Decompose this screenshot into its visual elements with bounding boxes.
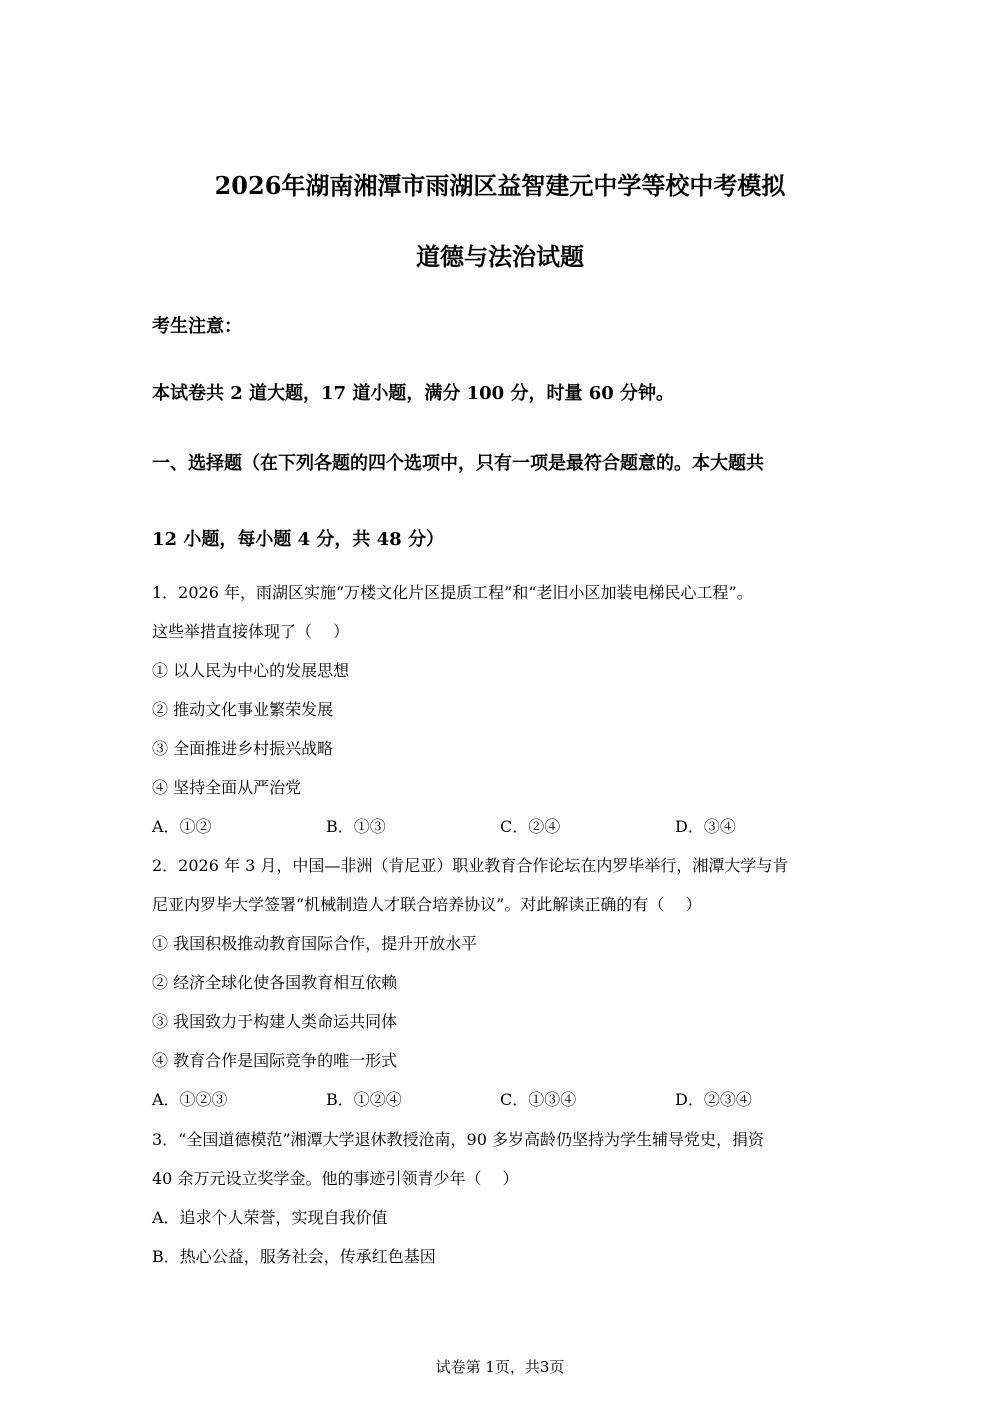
question-2-choices [152, 1088, 852, 1112]
question-2-statement: ③ 我国致力于构建人类命运共同体 [152, 1012, 398, 1031]
choice-d: D．②③④ [675, 1090, 752, 1109]
question-3-option-a: A．追求个人荣誉，实现自我价值 [152, 1208, 388, 1227]
choice-a: A．①②③ [152, 1090, 228, 1109]
choice-b: B．①③ [326, 817, 386, 836]
question-1-statement: ② 推动文化事业繁荣发展 [152, 700, 334, 719]
notice-text: 本试卷共 2 道大题，17 道小题，满分 100 分，时量 60 分钟。 [152, 383, 675, 404]
question-3-stem-line1: 3．“全国道德模范”湘潭大学退休教授沧南，90 多岁高龄仍坚持为学生辅导党史，捐资 [152, 1130, 764, 1149]
choice-d: D．③④ [675, 817, 736, 836]
section-heading-line1: 一、选择题（在下列各题的四个选项中，只有一项是最符合题意的。本大题共 [152, 453, 764, 474]
question-3-stem-line2: 40 余万元设立奖学金。他的事迹引领青少年（ ） [152, 1169, 519, 1188]
page-footer: 试卷第 1页，共3页 [435, 1358, 565, 1376]
question-2-stem-line1: 2．2026 年 3 月，中国—非洲（肯尼亚）职业教育合作论坛在内罗毕举行，湘潭大学与肯 [152, 856, 789, 875]
section-heading-line2: 12 小题，每小题 4 分，共 48 分） [152, 529, 444, 550]
exam-subject-title: 道德与法治试题 [416, 242, 584, 271]
exam-title: 2026年湖南湘潭市雨湖区益智建元中学等校中考模拟 [214, 171, 786, 200]
question-2-statement: ① 我国积极推动教育国际合作，提升开放水平 [152, 934, 478, 953]
question-1-choices [152, 815, 852, 839]
question-2-statement: ② 经济全球化使各国教育相互依赖 [152, 973, 398, 992]
question-1-statement: ① 以人民为中心的发展思想 [152, 661, 350, 680]
question-2-stem-line2: 尼亚内罗毕大学签署“机械制造人才联合培养协议”。对此解读正确的有（ ） [152, 895, 702, 914]
question-2-statement: ④ 教育合作是国际竞争的唯一形式 [152, 1051, 398, 1070]
notice-label: 考生注意： [152, 316, 242, 337]
question-1-statement: ④ 坚持全面从严治党 [152, 778, 302, 797]
question-3-option-b: B．热心公益，服务社会，传承红色基因 [152, 1247, 436, 1266]
choice-b: B．①②④ [326, 1090, 402, 1109]
question-1-stem-line1: 1．2026 年，雨湖区实施“万楼文化片区提质工程”和“老旧小区加装电梯民心工程”。 [152, 583, 753, 602]
choice-c: C．②④ [500, 817, 561, 836]
choice-a: A．①② [152, 817, 212, 836]
question-1-stem-line2: 这些举措直接体现了（ ） [152, 622, 350, 641]
question-1-statement: ③ 全面推进乡村振兴战略 [152, 739, 334, 758]
choice-c: C．①③④ [500, 1090, 577, 1109]
